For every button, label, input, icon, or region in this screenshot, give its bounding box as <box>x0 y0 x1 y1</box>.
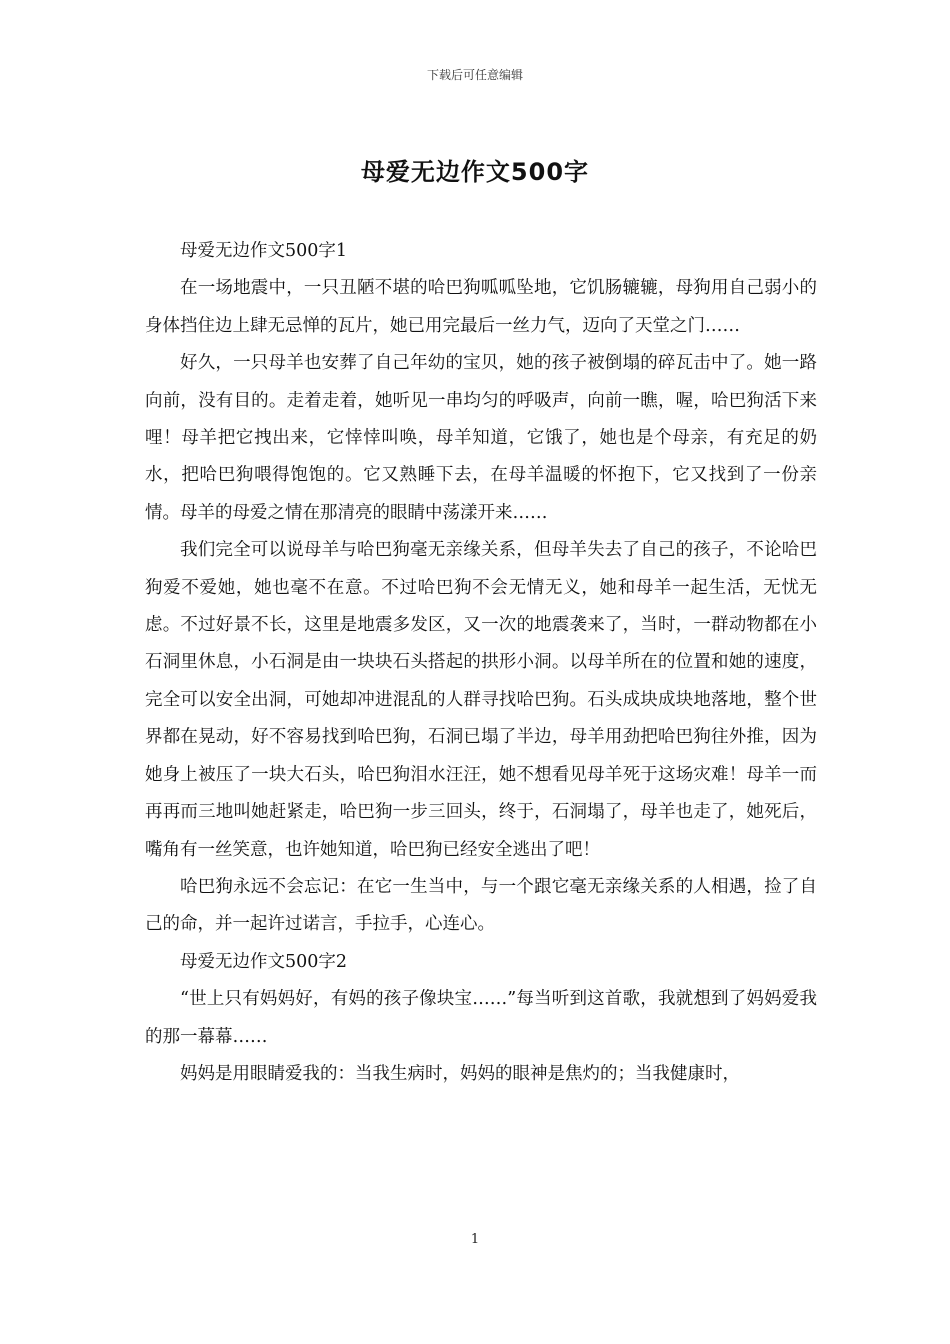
paragraph: 哈巴狗永远不会忘记：在它一生当中，与一个跟它毫无亲缘关系的人相遇，捡了自己的命，并一起许过诺言，手拉手，心连心。 <box>145 876 817 935</box>
page-title: 母爱无边作文500字 <box>360 158 590 186</box>
paragraph: 好久，一只母羊也安葬了自己年幼的宝贝，她的孩子被倒塌的碎瓦击中了。她一路向前，没有目的。走着走着，她听见一串均匀的呼吸声，向前一瞧，喔，哈巴狗活下来哩！母羊把它拽出来，它悻悻叫唤，母羊知道，它饿了，她也是个母亲，有充足的奶水，把哈巴狗喂得饱饱的。它又熟睡下去，在母羊温暖的怀抱下，它又找到了一份亲情。母羊的母爱之情在那清亮的眼睛中荡漾开来…… <box>145 353 817 523</box>
article-body <box>145 233 817 1093</box>
header-note: 下载后可任意编辑 <box>426 68 523 82</box>
section-heading-1: 母爱无边作文500字1 <box>180 241 348 261</box>
page-number: 1 <box>470 1232 480 1247</box>
paragraph: “世上只有妈妈好，有妈的孩子像块宝……”每当听到这首歌，我就想到了妈妈爱我的那一幕幕…… <box>145 989 817 1047</box>
section-heading-2: 母爱无边作文500字2 <box>180 951 348 972</box>
paragraph: 妈妈是用眼睛爱我的：当我生病时，妈妈的眼神是焦灼的；当我健康时， <box>180 1063 740 1084</box>
paragraph: 我们完全可以说母羊与哈巴狗毫无亲缘关系，但母羊失去了自己的孩子，不论哈巴狗爱不爱她，她也毫不在意。不过哈巴狗不会无情无义，她和母羊一起生活，无忧无虑。不过好景不长，这里是地震多发区，又一次的地震袭来了，当时，一群动物都在小石洞里休息，小石洞是由一块块石头搭起的拱形小洞。以母羊所在的位置和她的速度，完全可以安全出洞，可她却冲进混乱的人群寻找哈巴狗。石头成块成块地落地，整个世界都在晃动，好不容易找到哈巴狗，石洞已塌了半边，母羊用劲把哈巴狗往外推，因为她身上被压了一块大石头，哈巴狗泪水汪汪，她不想看见母羊死于这场灾难！母羊一而再再而三地叫她赶紧走，哈巴狗一步三回头，终于，石洞塌了，母羊也走了，她死后，嘴角有一丝笑意，也许她知道，哈巴狗已经安全逃出了吧！ <box>145 540 817 860</box>
paragraph: 在一场地震中，一只丑陋不堪的哈巴狗呱呱坠地，它饥肠辘辘，母狗用自己弱小的身体挡住边上肆无忌惮的瓦片，她已用完最后一丝力气，迈向了天堂之门…… <box>145 278 817 336</box>
